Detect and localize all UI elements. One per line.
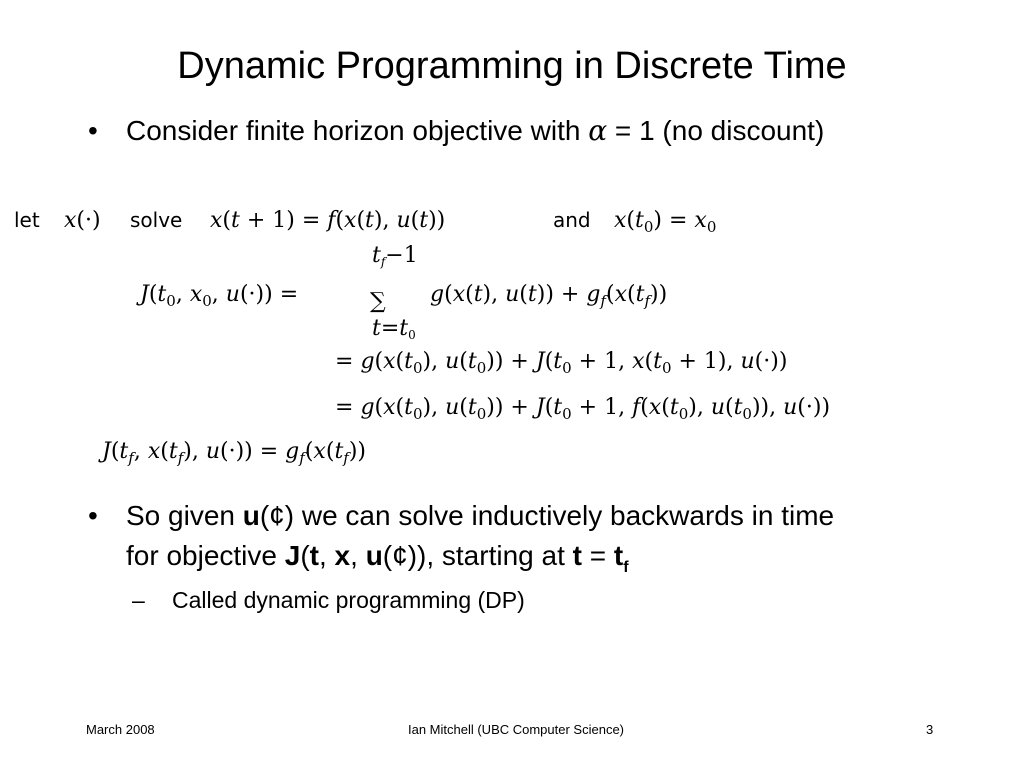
bold-u: u [365, 540, 383, 571]
svg-text:let: let [14, 208, 40, 232]
sub-bullet-dp [132, 585, 525, 615]
text-segment: (¢) we can solve inductively backwards in time for objective [126, 500, 835, 571]
bullet-text [126, 496, 860, 588]
bullet-finite-horizon [80, 111, 860, 151]
svg-text:= g(x(t0), u(t0)) + J(t0 + 1,: = $g(x(t_0)$, $u(t_0)) + J(t_0 + 1$, $f(x(t_0)$, $u(t_0)$), u(·)) [335, 395, 831, 423]
svg-text:tf−1: tf−1 [372, 243, 418, 269]
footer-page-number: 3 [926, 722, 934, 737]
bold-x: x [334, 540, 351, 571]
bullet-dot: • [88, 500, 98, 531]
sub-bullet-text: Called dynamic programming (DP) [172, 587, 525, 613]
footer-date: March 2008 [86, 722, 155, 737]
svg-text:and: and [553, 208, 591, 232]
bold-t: t [572, 540, 582, 571]
bold-subscript-f: f [623, 558, 629, 576]
svg-text:g(x(t), u(t)) + gf(x(tf)): g(x(t), $u(t)) + g_f(x(t_f))$ [430, 282, 668, 310]
svg-text:x(t0) = x0: $x(t_0) = x_0$ [614, 208, 717, 236]
equation-line-1 [14, 208, 716, 236]
equation-line-5 [98, 439, 366, 467]
svg-text:= g(x(t0), u(t0)) + J(t0 + 1,: = $g(x(t_0)$, $u(t_0)) + J(t_0 + 1$, $x(t_0 + 1)$, u(·)) [335, 349, 788, 377]
svg-text:solve: solve [130, 208, 183, 232]
text-segment: ( [300, 540, 310, 571]
bullet1-suffix: = 1 (no discount) [607, 115, 825, 146]
equations-block [0, 190, 1024, 480]
bold-t: t [309, 540, 319, 571]
svg-text:x(t + 1) = f(x(t), u(t)): x(t + 1) = f(x(t), u(t)) [210, 208, 446, 233]
text-segment: , [350, 540, 366, 571]
text-segment: So given [126, 500, 243, 531]
text-segment: = [581, 540, 614, 571]
alpha-symbol: α [588, 114, 608, 147]
footer-author: Ian Mitchell (UBC Computer Science) [407, 722, 625, 737]
svg-text:x(·): x(·) [64, 208, 101, 233]
bullet-dot: • [88, 115, 98, 146]
bullet-solve-backwards [80, 496, 860, 588]
slide-title: Dynamic Programming in Discrete Time [177, 45, 847, 87]
text-segment: (¢)), starting at [382, 540, 573, 571]
bold-t: t [613, 540, 624, 571]
sub-bullet-dash: – [132, 587, 145, 613]
svg-text:J(t0, x0, u(·)) =: $J(t_0$, $x_0$, u(·)) = [140, 282, 299, 310]
bullet1-prefix: Consider finite horizon objective with [126, 115, 589, 146]
svg-text:∑: ∑ [370, 289, 386, 314]
equation-line-4 [335, 395, 830, 423]
text-segment: , [318, 540, 335, 571]
equation-line-2 [136, 243, 667, 342]
svg-text:J(tf, x(tf), u(·)) = gf(x(tf)): $J(t_f$, $x(t_f)$, $u(\cdot)) = g_f(x(t_f))$ [102, 439, 367, 467]
bold-J: J [284, 540, 301, 571]
bullet-text [126, 111, 860, 151]
svg-text:t=t0: t=t0 [372, 316, 416, 342]
bold-u: u [242, 500, 260, 531]
equation-line-3 [335, 349, 787, 377]
